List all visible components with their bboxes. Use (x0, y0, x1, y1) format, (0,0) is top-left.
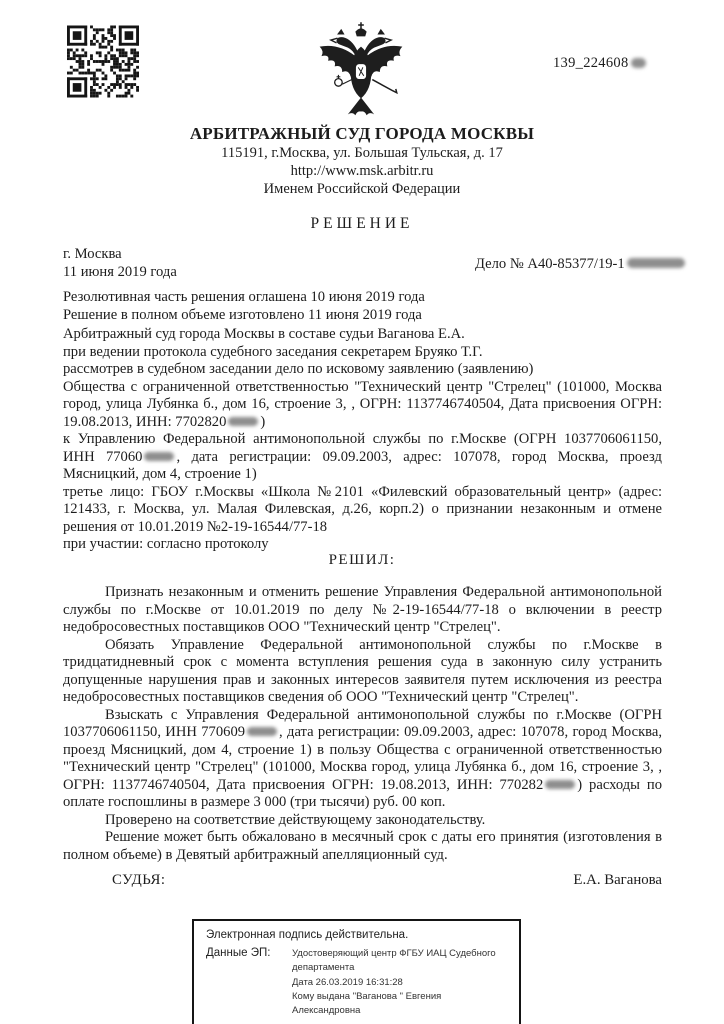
court-address: 115191, г.Москва, ул. Большая Тульская, д. 17 (221, 145, 503, 161)
qr-code-icon (67, 24, 139, 99)
court-website-link[interactable]: http://www.msk.arbitr.ru (290, 163, 434, 179)
intro-paragraph: третье лицо: ГБОУ г.Москвы «Школа №2101 «Филевский образовательный центр» (адрес: 121433, г. Москва, ул. Малая Филевская, д.26, корп.2) о признании незаконным и отмене решения от 10.01.2019 №2-19-16544/77-18 (63, 483, 662, 535)
announcement-block (63, 289, 425, 324)
signature-detail-line: Кому выдана "Ваганова " Евгения Александровна (292, 990, 442, 1016)
resolution-paragraph: Взыскать с Управления Федеральной антимонопольной службы по г.Москве (ОГРН 1037706061150, ИНН 770609 , дата регистрации: 09.09.2003, адрес: 107078, город Москва, проезд Мясницкий, дом 4, строение 1) в пользу Общества с ограниченной ответственностью "Технический центр "Стрелец" (101000, Москва город, улица Лубянка б., дом 16, строение 3, , ОГРН: 1137746740504, Дата присвоения ОГРН: 19.08.2013, ИНН: 770282 ) расходы по оплате госпошлины в размере 3 000 (три тысячи) руб. 00 коп. (63, 706, 663, 810)
intro-paragraph: рассмотрев в судебном заседании дело по исковому заявлению (заявлению) (63, 361, 534, 377)
redacted-text (545, 780, 575, 789)
signature-valid-line: Электронная подпись действительна. (206, 929, 409, 941)
date-line: 11 июня 2019 года (63, 263, 177, 280)
signature-detail-line: Дата 26.03.2019 16:31:28 (292, 976, 403, 988)
resolution-heading: РЕШИЛ: (328, 552, 396, 568)
resolution-paragraph: Проверено на соответствие действующему законодательству. (105, 811, 486, 828)
city-line: г. Москва (63, 246, 122, 262)
intro-section (63, 326, 662, 554)
russian-coat-of-arms-icon (314, 20, 408, 126)
signature-data-label: Данные ЭП: (206, 947, 271, 959)
redacted-text (144, 452, 174, 461)
resolutive-part-line: Резолютивная часть решения оглашена 10 июня 2019 года (63, 289, 425, 305)
judge-label: СУДЬЯ: (112, 872, 166, 888)
intro-paragraph: Общества с ограниченной ответственностью "Технический центр "Стрелец" (101000, Москва город, улица Лубянка б., дом 16, строение 3, , ОГРН: 1137746740504, Дата присвоения ОГРН: 19.08.2013, ИНН: 7702820 ) (63, 378, 662, 430)
judge-name: Е.А. Ваганова (573, 872, 662, 888)
intro-paragraph: Арбитражный суд города Москвы в составе судьи Ваганова Е.А. (63, 326, 465, 342)
document-registry-number: 139_224608 (553, 55, 648, 72)
signature-details (292, 947, 497, 1018)
redacted-text (228, 417, 258, 426)
case-number: Дело № А40-85377/19-1 (475, 256, 687, 273)
redacted-text (247, 727, 277, 736)
redacted-text (631, 58, 646, 68)
place-date-block (63, 246, 177, 281)
court-letterhead (0, 123, 724, 198)
intro-paragraph: при ведении протокола судебного заседания секретарем Бруяко Т.Г. (63, 343, 483, 360)
resolution-paragraph: Признать незаконным и отменить решение Управления Федеральной антимонопольной службы по г.Москве от 10.01.2019 по делу №2-19-16544/77-18 о включении в реестр недобросовестных поставщиков ООО "Технический центр "Стрелец". (63, 584, 662, 635)
document-title: РЕШЕНИЕ (310, 215, 414, 232)
electronic-signature-stamp (192, 919, 521, 1024)
redacted-text (627, 258, 685, 268)
signature-row (63, 872, 662, 889)
resolution-paragraph: Обязать Управление Федеральной антимонопольной службы по г.Москве в тридцатидневный срок с момента вступления решения суда в законную силу устранить допущенные нарушения прав и законных интересов заявителя путем исключения из реестра недобросовестных поставщиков сведения об ООО "Технический центр "Стрелец". (63, 636, 662, 705)
resolution-paragraph: Решение может быть обжаловано в месячный срок с даты его принятия (изготовления в полном объеме) в Девятый арбитражный апелляционный суд. (63, 829, 662, 863)
court-name: АРБИТРАЖНЫЙ СУД ГОРОДА МОСКВЫ (189, 124, 535, 143)
intro-paragraph: при участии: согласно протоколу (63, 536, 269, 552)
signature-detail-line: Удостоверяющий центр ФГБУ ИАЦ Судебного департамента (292, 948, 496, 974)
full-text-line: Решение в полном объеме изготовлено 11 июня 2019 года (63, 306, 422, 323)
intro-paragraph: к Управлению Федеральной антимонопольной службы по г.Москве (ОГРН 1037706061150, ИНН 77060 , дата регистрации: 09.09.2003, адрес: 107078, город Москва, проезд Мясницкий, дом 4, строение 1) (63, 431, 662, 482)
resolution-section (63, 584, 662, 864)
in-the-name-line: Именем Российской Федерации (263, 181, 461, 197)
